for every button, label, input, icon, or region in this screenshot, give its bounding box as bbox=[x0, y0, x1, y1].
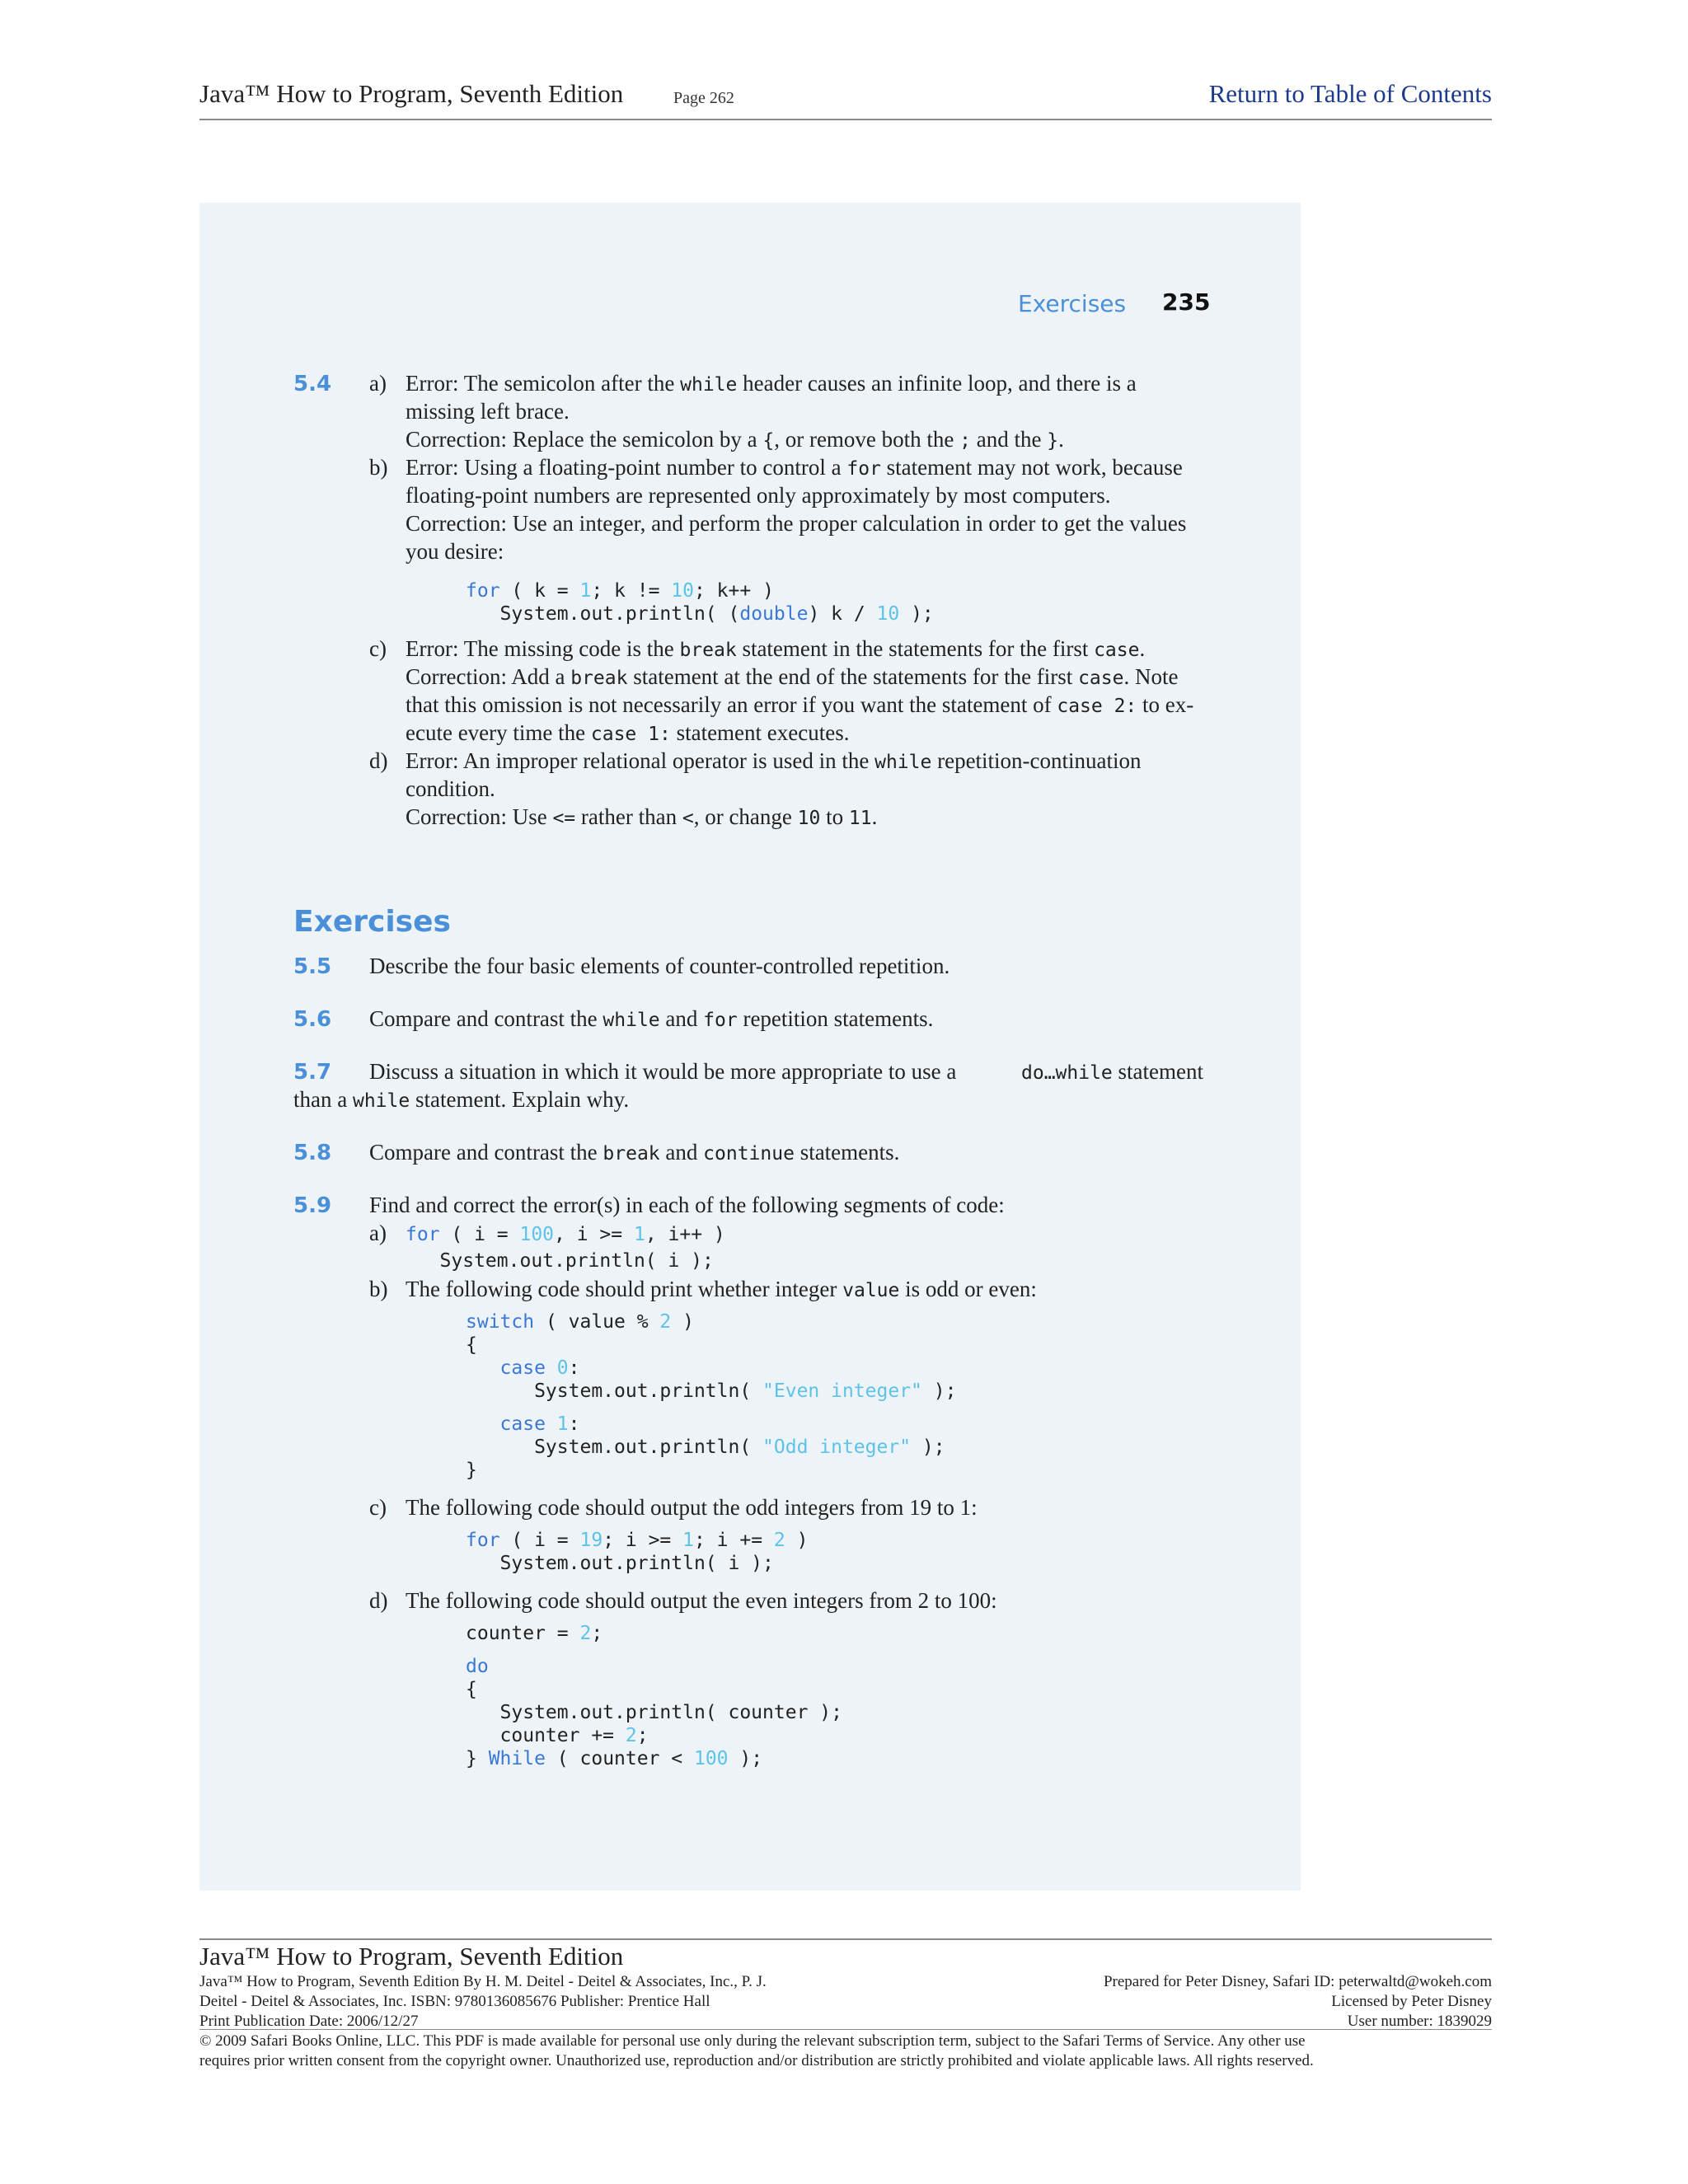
exercise-number-5-7: 5.7 bbox=[293, 1060, 332, 1085]
exercise-5-9-c-text: The following code should output the odd integers from 19 to 1: bbox=[406, 1495, 978, 1520]
footer-licensed-by: Licensed by Peter Disney bbox=[1331, 1993, 1492, 2010]
footer-book-info-1: Java™ How to Program, Seventh Edition By H. M. Deitel - Deitel & Associates, Inc., P. J. bbox=[199, 1973, 767, 1990]
answer-a-line-3: Correction: Replace the semicolon by a {, or remove both the ; and the }. bbox=[406, 427, 1064, 452]
header-page-number: Page 262 bbox=[673, 89, 734, 107]
answer-c-line-1: Error: The missing code is the break statement in the statements for the first case. bbox=[406, 636, 1146, 661]
code-line: counter += 2; bbox=[466, 1725, 649, 1746]
code-line: } While ( counter < 100 ); bbox=[466, 1748, 763, 1769]
code-line: System.out.println( counter ); bbox=[466, 1702, 842, 1723]
code-line: case 0: bbox=[466, 1357, 580, 1379]
exercise-number-5-6: 5.6 bbox=[293, 1007, 332, 1032]
answer-d-line-1: Error: An improper relational operator is used in the while repetition-continuation bbox=[406, 748, 1142, 773]
answer-b-line-2: floating-point numbers are represented only approximately by most computers. bbox=[406, 483, 1111, 508]
footer-publication-date: Print Publication Date: 2006/12/27 bbox=[199, 2013, 419, 2030]
exercise-number-5-8: 5.8 bbox=[293, 1141, 332, 1165]
exercise-5-6-text: Compare and contrast the while and for repetition statements. bbox=[369, 1006, 934, 1031]
code-line: System.out.println( "Odd integer" ); bbox=[466, 1436, 945, 1458]
code-line: for ( i = 100, i >= 1, i++ ) bbox=[406, 1224, 725, 1245]
item-letter-d: d) bbox=[369, 1588, 388, 1613]
running-head-page-number: 235 bbox=[1162, 288, 1211, 316]
page-footer bbox=[199, 1938, 1492, 2069]
exercise-5-7-line-2: than a while statement. Explain why. bbox=[293, 1087, 630, 1112]
section-heading: Exercises bbox=[293, 905, 451, 939]
item-letter-c: c) bbox=[369, 1495, 387, 1520]
answer-c-line-3: that this omission is not necessarily an error if you want the statement of case 2: to ex- bbox=[406, 692, 1194, 717]
exercise-5-9-d-text: The following code should output the even integers from 2 to 100: bbox=[406, 1588, 997, 1613]
code-line: System.out.println( (double) k / 10 ); bbox=[466, 603, 934, 625]
answer-b-line-4: you desire: bbox=[406, 539, 504, 564]
code-line: counter = 2; bbox=[466, 1623, 603, 1644]
code-line: System.out.println( i ); bbox=[466, 1553, 774, 1574]
code-line: for ( k = 1; k != 10; k++ ) bbox=[466, 580, 774, 602]
item-letter-a: a) bbox=[369, 371, 387, 396]
answer-d-line-3: Correction: Use <= rather than <, or change 10 to 11. bbox=[406, 804, 878, 829]
code-line: } bbox=[466, 1460, 477, 1481]
answer-c-line-2: Correction: Add a break statement at the end of the statements for the first case. Note bbox=[406, 664, 1179, 689]
exercise-5-7-line-1: Discuss a situation in which it would be more appropriate to use a do…while statement bbox=[369, 1059, 1203, 1084]
exercise-5-9-b-text: The following code should print whether integer value is odd or even: bbox=[406, 1277, 1037, 1301]
code-line: { bbox=[466, 1679, 477, 1700]
answer-a-line-1: Error: The semicolon after the while header causes an infinite loop, and there is a bbox=[406, 371, 1137, 396]
code-line: for ( i = 19; i >= 1; i += 2 ) bbox=[466, 1530, 809, 1551]
exercise-5-5-text: Describe the four basic elements of counter-controlled repetition. bbox=[369, 954, 950, 978]
item-letter-d: d) bbox=[369, 748, 388, 773]
exercise-number-5-9: 5.9 bbox=[293, 1193, 332, 1218]
footer-book-info-2: Deitel - Deitel & Associates, Inc. ISBN: 9780136085676 Publisher: Prentice Hall bbox=[199, 1993, 710, 2010]
exercise-5-9-intro: Find and correct the error(s) in each of the following segments of code: bbox=[369, 1193, 1005, 1217]
footer-title: Java™ How to Program, Seventh Edition bbox=[199, 1942, 624, 1971]
answer-a-line-2: missing left brace. bbox=[406, 399, 570, 424]
answer-number-5-4: 5.4 bbox=[293, 372, 332, 396]
answer-d-line-2: condition. bbox=[406, 776, 495, 801]
toc-link[interactable]: Return to Table of Contents bbox=[1208, 79, 1492, 108]
code-line: System.out.println( i ); bbox=[406, 1250, 714, 1272]
running-head-label: Exercises bbox=[1018, 290, 1127, 317]
answer-b-line-1: Error: Using a floating-point number to control a for statement may not work, because bbox=[406, 455, 1183, 480]
footer-user-number: User number: 1839029 bbox=[1347, 2013, 1492, 2030]
footer-copyright-1: © 2009 Safari Books Online, LLC. This PDF is made available for personal use only during the relevant subscription term, subject to the Safari Terms of Service. Any other use bbox=[199, 2032, 1306, 2050]
exercise-5-8-text: Compare and contrast the break and continue statements. bbox=[369, 1140, 900, 1165]
code-line: switch ( value % 2 ) bbox=[466, 1311, 694, 1333]
item-letter-a: a) bbox=[369, 1221, 387, 1245]
item-letter-b: b) bbox=[369, 1277, 388, 1301]
item-letter-c: c) bbox=[369, 636, 387, 661]
code-line: case 1: bbox=[466, 1413, 580, 1435]
item-letter-b: b) bbox=[369, 455, 388, 480]
footer-copyright-2: requires prior written consent from the copyright owner. Unauthorized use, reproduction and/or distribution are strictly prohibited and violate applicable laws. All rights reserved. bbox=[199, 2052, 1314, 2069]
footer-divider bbox=[199, 2029, 1492, 2030]
header-title: Java™ How to Program, Seventh Edition bbox=[199, 79, 624, 108]
exercise-number-5-5: 5.5 bbox=[293, 954, 332, 979]
page-header bbox=[199, 76, 1492, 120]
code-line: do bbox=[466, 1656, 489, 1677]
answer-c-line-4: ecute every time the case 1: statement executes. bbox=[406, 720, 850, 745]
footer-prepared-for: Prepared for Peter Disney, Safari ID: peterwaltd@wokeh.com bbox=[1103, 1973, 1492, 1990]
code-line: System.out.println( "Even integer" ); bbox=[466, 1380, 957, 1402]
answer-b-line-3: Correction: Use an integer, and perform the proper calculation in order to get the values bbox=[406, 511, 1187, 536]
code-line: { bbox=[466, 1334, 477, 1356]
